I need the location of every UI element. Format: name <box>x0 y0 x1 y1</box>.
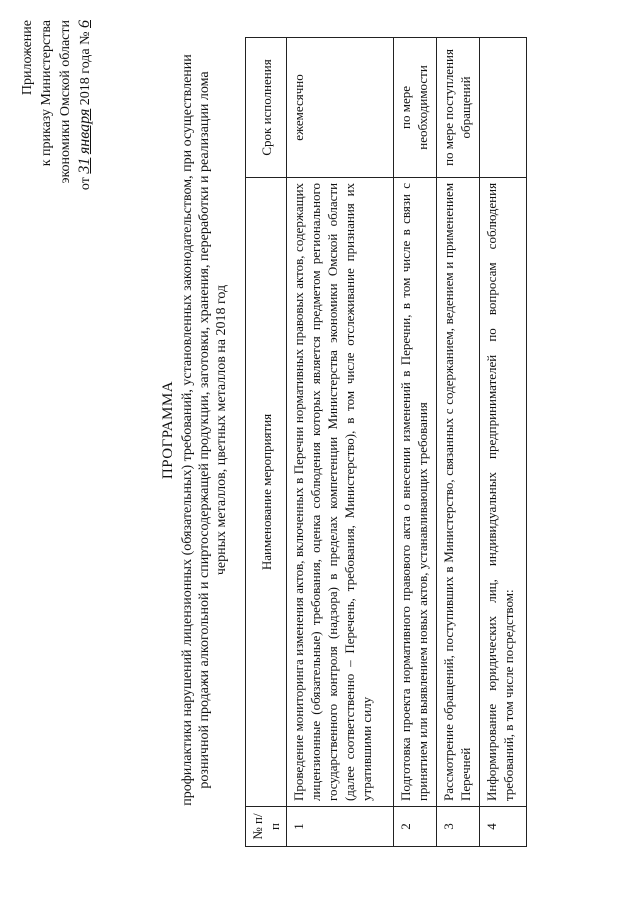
heading-line-1: профилактики нарушений лицензионных (обязательных) требований, установленных законодательством, при осуществлении <box>180 54 195 806</box>
row-name: Рассмотрение обращений, поступивших в Министерство, связанных с содержанием, ведением и применением Перечней <box>437 177 480 806</box>
order-number: 6 <box>76 20 93 28</box>
appendix-line-3: экономики Омской области <box>58 20 73 184</box>
appendix-block <box>18 20 95 380</box>
date-month: января <box>76 108 93 155</box>
table-header-row <box>246 38 287 847</box>
header-num: № п/п <box>246 807 287 847</box>
header-term: Срок исполнения <box>246 38 287 178</box>
table-row <box>394 38 437 847</box>
appendix-line-1: Приложение <box>20 20 35 96</box>
row-name: Проведение мониторинга изменения актов, включенных в Перечни нормативных правовых актов, содержащих лицензионные (обязательные) требования, оценка соблюдения которых является предметом регионального государственного контроля (надзора) в пределах компетенции Министерства экономики Омской области (далее соответственно – Перечень, требования, Министерство), в том числе отслеживание признания их утратившими силу <box>287 177 394 806</box>
date-prefix: от <box>78 177 93 191</box>
program-table <box>245 37 527 847</box>
heading-line-2: розничной продажи алкогольной и спиртосодержащей продукции, заготовки, хранения, переработки и реализации лома <box>197 71 212 789</box>
row-num: 3 <box>437 807 480 847</box>
row-term: ежемесячно <box>287 38 394 178</box>
date-day: 31 <box>76 157 93 174</box>
row-name: Информирование юридических лиц, индивидуальных предпринимателей по вопросам соблюдения требований, в том числе посредством: <box>480 177 527 806</box>
appendix-line-2: к приказу Министерства <box>39 20 54 167</box>
row-term: по мере необходимости <box>394 38 437 178</box>
row-num: 2 <box>394 807 437 847</box>
date-year: 2018 года № <box>78 31 93 106</box>
row-name: Подготовка проекта нормативного правового акта о внесении изменений в Перечни, в том числе в связи с принятием или выявлением новых актов, устанавливающих требования <box>394 177 437 806</box>
row-term <box>480 38 527 178</box>
row-term: по мере поступления обращений <box>437 38 480 178</box>
row-num: 1 <box>287 807 394 847</box>
program-heading <box>160 15 230 845</box>
table-row <box>437 38 480 847</box>
appendix-date-line <box>75 20 95 380</box>
row-num: 4 <box>480 807 527 847</box>
program-title: ПРОГРАММА <box>160 380 176 480</box>
heading-line-3: черных металлов, цветных металлов на 2018 год <box>214 284 229 576</box>
header-name: Наименование мероприятия <box>246 177 287 806</box>
table-row <box>287 38 394 847</box>
table-row <box>480 38 527 847</box>
